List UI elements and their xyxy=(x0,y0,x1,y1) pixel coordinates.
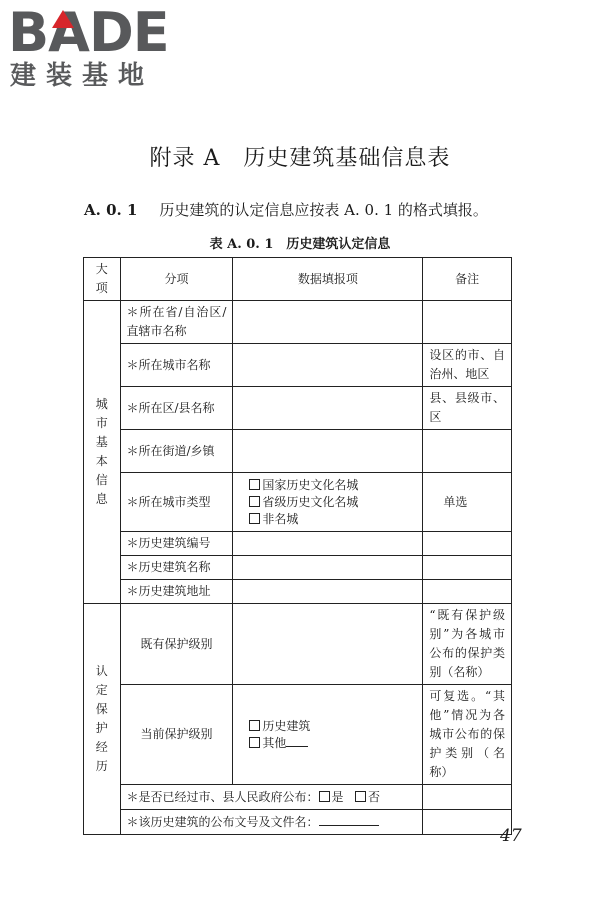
item-existing-level: 既有保护级别 xyxy=(120,604,233,685)
note-street xyxy=(423,430,512,473)
table-row xyxy=(84,785,512,810)
checkbox-no[interactable] xyxy=(355,791,366,802)
item-province: ＊所在省/自治区/直辖市名称 xyxy=(120,301,233,344)
logo-subtitle: 建装基地 xyxy=(10,61,155,91)
item-street: ＊所在街道/乡镇 xyxy=(120,430,233,473)
fill-address[interactable] xyxy=(233,580,423,604)
doc-no-row xyxy=(120,810,423,835)
table-header-row xyxy=(84,258,512,301)
section-number: A. 0. 1 xyxy=(84,201,138,219)
checkbox-yes[interactable] xyxy=(319,791,330,802)
checkbox-icon xyxy=(249,479,260,490)
logo-word: BADE xyxy=(8,1,169,64)
announced-label: ＊是否已经过市、县人民政府公布： xyxy=(126,789,319,804)
option-national[interactable] xyxy=(249,477,416,494)
option-label: 国家历史文化名城 xyxy=(262,477,359,492)
bade-logo xyxy=(8,1,183,91)
announced-row xyxy=(120,785,423,810)
fill-city-type xyxy=(233,473,423,532)
item-district: ＊所在区/县名称 xyxy=(120,387,233,430)
note-announced xyxy=(423,785,512,810)
note-address xyxy=(423,580,512,604)
checkbox-icon xyxy=(249,496,260,507)
doc-no-blank[interactable] xyxy=(319,815,379,826)
fill-street[interactable] xyxy=(233,430,423,473)
item-code: ＊历史建筑编号 xyxy=(120,532,233,556)
table-row xyxy=(84,473,512,532)
section-text: 历史建筑的认定信息应按表 A. 0. 1 的格式填报。 xyxy=(159,201,488,219)
info-table xyxy=(83,257,512,835)
logo-accent-icon xyxy=(52,10,74,28)
fill-code[interactable] xyxy=(233,532,423,556)
doc-no-label: ＊该历史建筑的公布文号及文件名： xyxy=(126,814,319,829)
table-row xyxy=(84,430,512,473)
table-row xyxy=(84,580,512,604)
note-district: 县、县级市、区 xyxy=(423,387,512,430)
note-name xyxy=(423,556,512,580)
table-row xyxy=(84,532,512,556)
yes-label: 是 xyxy=(331,789,344,804)
option-other[interactable] xyxy=(249,735,416,752)
table-row xyxy=(84,604,512,685)
table-row xyxy=(84,301,512,344)
option-non-city[interactable] xyxy=(249,511,416,528)
option-label: 省级历史文化名城 xyxy=(262,494,359,509)
item-current-level: 当前保护级别 xyxy=(120,685,233,785)
fill-existing-level[interactable] xyxy=(233,604,423,685)
table-title: 表 A. 0. 1 历史建筑认定信息 xyxy=(209,237,391,252)
appendix-title: 附录 A 历史建筑基础信息表 xyxy=(149,146,451,171)
table-row xyxy=(84,810,512,835)
header-category: 大项 xyxy=(84,258,121,301)
header-subitem: 分项 xyxy=(120,258,233,301)
other-blank[interactable] xyxy=(286,736,308,747)
fill-name[interactable] xyxy=(233,556,423,580)
checkbox-icon xyxy=(249,720,260,731)
note-city-type: 单选 xyxy=(423,473,512,532)
section-a01 xyxy=(84,199,488,220)
note-doc-no xyxy=(423,810,512,835)
table-row xyxy=(84,556,512,580)
fill-current-level xyxy=(233,685,423,785)
note-province xyxy=(423,301,512,344)
option-label: 其他 xyxy=(262,735,287,750)
option-label: 非名城 xyxy=(262,511,299,526)
item-address: ＊历史建筑地址 xyxy=(120,580,233,604)
page-number: 47 xyxy=(500,826,522,846)
header-note: 备注 xyxy=(423,258,512,301)
no-label: 否 xyxy=(368,789,381,804)
group-city-info: 城市基本信息 xyxy=(84,301,121,604)
note-current-level: 可复选。“其他”情况为各城市公布的保护类别（名称） xyxy=(423,685,512,785)
item-city-type: ＊所在城市类型 xyxy=(120,473,233,532)
table-row xyxy=(84,344,512,387)
note-code xyxy=(423,532,512,556)
table-row xyxy=(84,685,512,785)
item-name: ＊历史建筑名称 xyxy=(120,556,233,580)
fill-city[interactable] xyxy=(233,344,423,387)
checkbox-icon xyxy=(249,737,260,748)
fill-province[interactable] xyxy=(233,301,423,344)
group-protection: 认定保护经历 xyxy=(84,604,121,835)
table-row xyxy=(84,387,512,430)
option-label: 历史建筑 xyxy=(262,718,311,733)
note-existing-level: “既有保护级别”为各城市公布的保护类别（名称） xyxy=(423,604,512,685)
note-city: 设区的市、自治州、地区 xyxy=(423,344,512,387)
header-fill: 数据填报项 xyxy=(233,258,423,301)
option-historic-building[interactable] xyxy=(249,718,416,735)
item-city: ＊所在城市名称 xyxy=(120,344,233,387)
option-provincial[interactable] xyxy=(249,494,416,511)
checkbox-icon xyxy=(249,513,260,524)
fill-district[interactable] xyxy=(233,387,423,430)
